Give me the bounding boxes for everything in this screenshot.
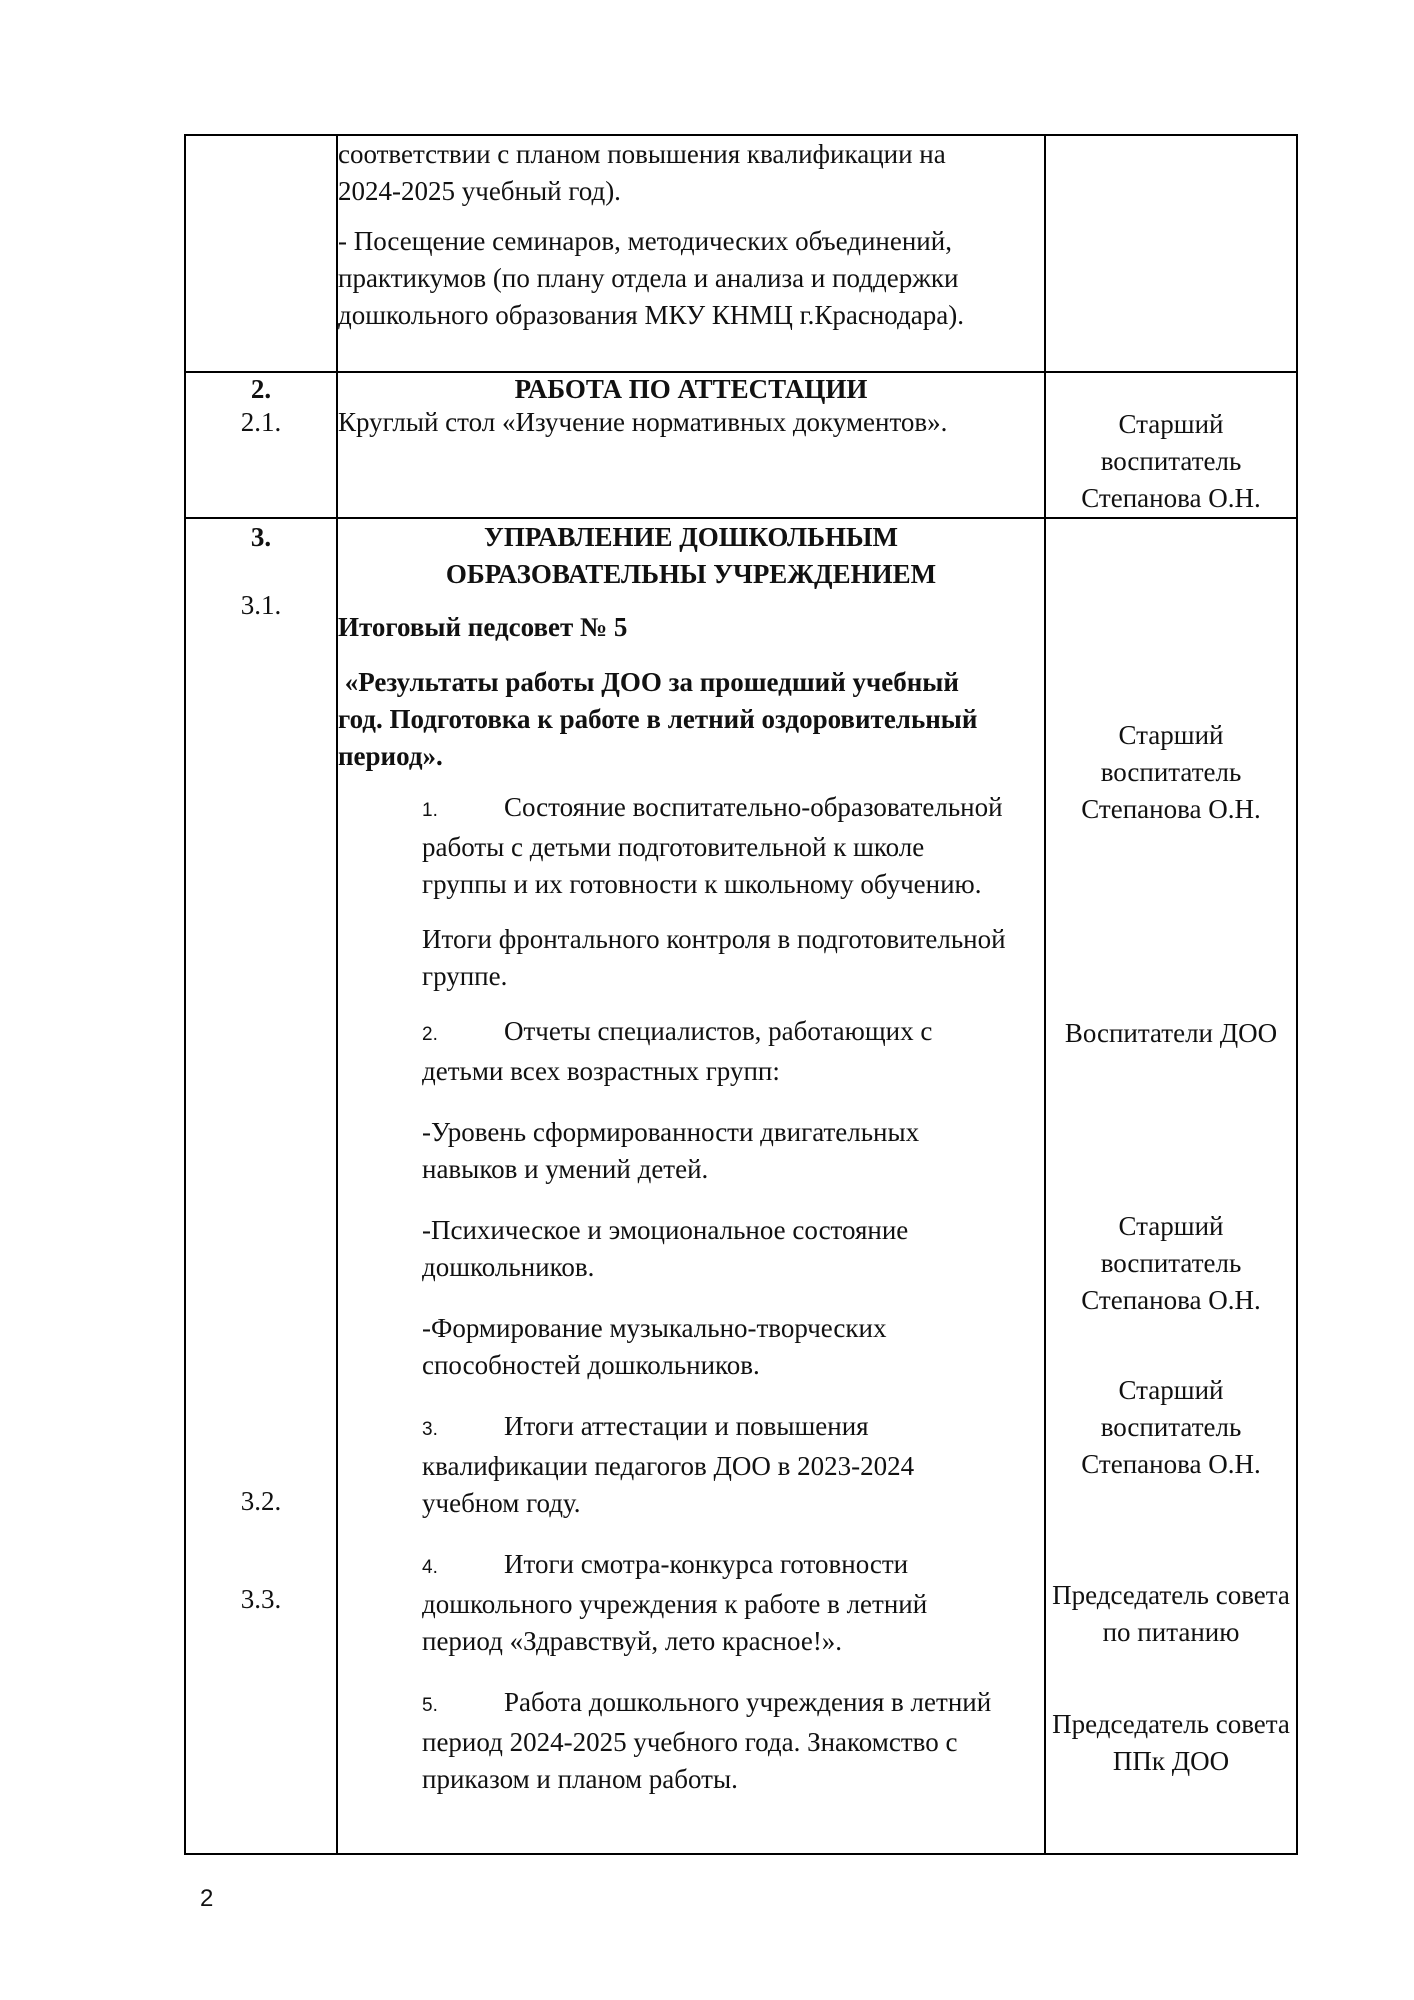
item-number: 4.	[422, 1557, 438, 1578]
theme-line: период».	[338, 741, 443, 771]
heading-line: УПРАВЛЕНИЕ ДОШКОЛЬНЫМ	[484, 522, 898, 552]
responsible-cell	[1045, 518, 1297, 1854]
resp-line: Степанова О.Н.	[1081, 483, 1261, 513]
resp-line: ППк ДОО	[1112, 1746, 1230, 1776]
item-text: дошкольников.	[422, 1252, 595, 1282]
theme-line: «Результаты работы ДОО за прошедший учебный	[338, 667, 959, 697]
item-text: -Уровень сформированности двигательных	[422, 1117, 920, 1147]
text-line: практикумов (по плану отдела и анализа и поддержки	[338, 263, 959, 293]
text-line: - Посещение семинаров, методических объединений,	[338, 226, 952, 256]
resp-line: по питанию	[1102, 1617, 1240, 1647]
item-text: Итоги смотра-конкурса готовности	[504, 1549, 909, 1579]
table-row	[185, 135, 1297, 372]
content-cell	[337, 372, 1045, 518]
list-item	[338, 789, 1044, 903]
text-line: дошкольного образования МКУ КНМЦ г.Краснодара).	[338, 300, 964, 330]
item-number: 1.	[422, 800, 438, 821]
item-text: Отчеты специалистов, работающих с	[504, 1016, 933, 1046]
item-number: 5.	[422, 1695, 438, 1716]
item-number: 3.	[422, 1419, 438, 1440]
list-item	[338, 921, 1044, 995]
resp-line: воспитатель	[1100, 1412, 1242, 1442]
theme-line: год. Подготовка к работе в летний оздоровительный	[338, 704, 978, 734]
content-cell	[337, 518, 1045, 1854]
resp-line: Старший	[1118, 409, 1224, 439]
item-number: 2.	[422, 1024, 438, 1045]
list-item	[338, 1114, 1044, 1188]
resp-block	[1044, 1577, 1298, 1651]
sub-number: 2.1.	[240, 407, 282, 437]
sub-number: 3.3.	[240, 1584, 282, 1614]
resp-block	[1046, 1208, 1296, 1319]
item-text: способностей дошкольников.	[422, 1350, 760, 1380]
item-text: Состояние воспитательно-образовательной	[504, 792, 1003, 822]
council-title: Итоговый педсовет № 5	[338, 612, 628, 642]
resp-line: Председатель совета	[1052, 1580, 1290, 1610]
item-text: группы и их готовности к школьному обучению.	[422, 869, 982, 899]
resp-line: Председатель совета	[1052, 1709, 1290, 1739]
resp-line: Старший	[1118, 1211, 1224, 1241]
text-line: 2024-2025 учебный год).	[338, 176, 621, 206]
resp-line: воспитатель	[1100, 757, 1242, 787]
resp-line: воспитатель	[1100, 446, 1242, 476]
heading-line: ОБРАЗОВАТЕЛЬНЫ УЧРЕЖДЕНИЕМ	[445, 559, 937, 589]
item-text: Итоги аттестации и повышения	[504, 1411, 869, 1441]
table-row	[185, 518, 1297, 1854]
resp-block	[1046, 717, 1296, 828]
sub-number: 3.2.	[240, 1486, 282, 1516]
section-number: 3.	[250, 522, 272, 552]
item-text: Круглый стол «Изучение нормативных документов».	[338, 407, 948, 437]
item-text: квалификации педагогов ДОО в 2023-2024	[422, 1451, 915, 1481]
responsible-cell	[1045, 135, 1297, 372]
item-text: дошкольного учреждения к работе в летний	[422, 1589, 928, 1619]
resp-line: Старший	[1118, 720, 1224, 750]
section-heading: РАБОТА ПО АТТЕСТАЦИИ	[514, 374, 868, 404]
item-text: навыков и умений детей.	[422, 1154, 709, 1184]
item-text: период «Здравствуй, лето красное!».	[422, 1626, 843, 1656]
item-text: период 2024-2025 учебного года. Знакомство с	[422, 1727, 958, 1757]
number-cell	[185, 518, 337, 1854]
section-heading	[338, 519, 1044, 593]
council-theme	[338, 664, 1044, 775]
sub-number: 3.1.	[240, 590, 282, 620]
item-text: группе.	[422, 961, 508, 991]
section-number: 2.	[250, 374, 272, 404]
number-cell	[185, 135, 337, 372]
resp-block	[1046, 1015, 1296, 1052]
resp-line: Степанова О.Н.	[1081, 1449, 1261, 1479]
resp-line: воспитатель	[1100, 1248, 1242, 1278]
responsible-cell	[1045, 372, 1297, 518]
plan-table	[184, 134, 1298, 1855]
resp-line: Степанова О.Н.	[1081, 794, 1261, 824]
resp-block	[1044, 1706, 1298, 1780]
item-text: Итоги фронтального контроля в подготовительной	[422, 924, 1006, 954]
list-item	[338, 1684, 1044, 1798]
list-item	[338, 1310, 1044, 1384]
resp-block	[1046, 1372, 1296, 1483]
list-item	[338, 1408, 1044, 1522]
item-text: работы с детьми подготовительной к школе	[422, 832, 925, 862]
resp-line: Степанова О.Н.	[1081, 1285, 1261, 1315]
resp-line: Воспитатели ДОО	[1064, 1018, 1278, 1048]
item-text: -Формирование музыкально-творческих	[422, 1313, 887, 1343]
page-number: 2	[200, 1885, 214, 1912]
text-line: соответствии с планом повышения квалификации на	[338, 139, 946, 169]
item-text: приказом и планом работы.	[422, 1764, 738, 1794]
resp-line: Старший	[1118, 1375, 1224, 1405]
table-row	[185, 372, 1297, 518]
item-text: учебном году.	[422, 1488, 581, 1518]
list-item	[338, 1212, 1044, 1286]
item-text: -Психическое и эмоциональное состояние	[422, 1215, 909, 1245]
number-cell	[185, 372, 337, 518]
list-item	[338, 1013, 1044, 1090]
list-item	[338, 1546, 1044, 1660]
item-text: детьми всех возрастных групп:	[422, 1056, 780, 1086]
content-cell	[337, 135, 1045, 372]
item-text: Работа дошкольного учреждения в летний	[504, 1687, 992, 1717]
